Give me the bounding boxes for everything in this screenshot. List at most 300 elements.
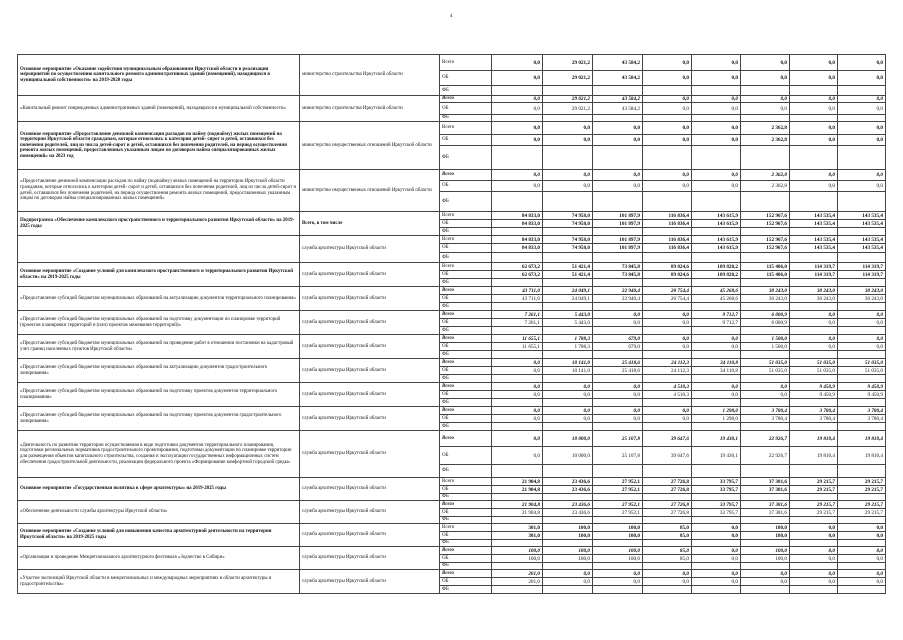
amount-cell: 1 500,0 [741, 343, 790, 351]
amount-cell [838, 517, 886, 524]
table-row [18, 287, 886, 295]
amount-cell: 85,0 [643, 555, 692, 563]
amount-cell: 74 958,0 [543, 212, 593, 220]
amount-cell: 0,0 [790, 181, 838, 192]
funding-source-cell: ОБ [440, 244, 492, 253]
amount-cell: 3 780,4 [741, 415, 790, 423]
amount-cell: 3 780,4 [741, 407, 790, 415]
amount-cell [692, 375, 741, 383]
amount-cell [492, 327, 543, 335]
amount-cell [492, 399, 543, 407]
amount-cell [492, 303, 543, 311]
amount-cell: 1 788,3 [543, 343, 593, 351]
amount-cell [790, 303, 838, 311]
amount-cell: 152 967,6 [741, 244, 790, 253]
amount-cell: 51 035,0 [741, 359, 790, 367]
amount-cell: 0,0 [838, 570, 886, 578]
amount-cell: 3 780,4 [790, 415, 838, 423]
amount-cell: 11 655,1 [492, 343, 543, 351]
amount-cell: 100,0 [741, 547, 790, 555]
amount-cell: 0,0 [790, 343, 838, 351]
funding-source-cell: Всего [440, 311, 492, 319]
amount-cell: 0,0 [643, 415, 692, 423]
amount-cell: 0,0 [838, 319, 886, 327]
amount-cell [543, 399, 593, 407]
amount-cell: 0,0 [692, 383, 741, 391]
amount-cell: 143 535,4 [790, 236, 838, 244]
amount-cell: 101 897,9 [593, 244, 643, 253]
amount-cell: 27 952,1 [593, 509, 643, 517]
amount-cell [643, 517, 692, 524]
amount-cell: 0,0 [492, 359, 543, 367]
amount-cell: 100,0 [492, 547, 543, 555]
amount-cell: 1 788,3 [543, 335, 593, 343]
amount-cell: 0,0 [790, 555, 838, 563]
funding-source-cell: Всего [440, 524, 492, 532]
amount-cell [741, 517, 790, 524]
funding-source-cell: ФБ [440, 494, 492, 501]
amount-cell: 0,0 [838, 524, 886, 532]
amount-cell [543, 303, 593, 311]
amount-cell: 0,0 [643, 578, 692, 586]
amount-cell [692, 465, 741, 478]
amount-cell: 0,0 [593, 122, 643, 135]
amount-cell [692, 228, 741, 236]
amount-cell: 101 897,9 [593, 212, 643, 220]
table-row [18, 383, 886, 391]
amount-cell: 25 418,6 [593, 359, 643, 367]
amount-cell: 10 000,0 [543, 431, 593, 447]
amount-cell: 0,0 [790, 103, 838, 115]
amount-cell: 0,0 [838, 335, 886, 343]
funding-source-cell: Всего [440, 212, 492, 220]
amount-cell: 0,0 [593, 170, 643, 181]
amount-cell: 115 406,0 [741, 263, 790, 271]
amount-cell: 21 904,8 [492, 501, 543, 509]
amount-cell [790, 253, 838, 263]
amount-cell [593, 375, 643, 383]
amount-cell: 30 243,0 [790, 287, 838, 295]
measure-name-cell: «Предоставление субсидий бюджетам муниципальных образований на актуализацию документов территориального планирования» [18, 287, 300, 311]
amount-cell: 0,0 [643, 55, 692, 71]
amount-cell [692, 192, 741, 212]
amount-cell: 0,0 [492, 71, 543, 86]
amount-cell: 100,0 [543, 532, 593, 540]
amount-cell: 0,0 [790, 96, 838, 103]
executor-cell: служба архитектуры Иркутской области [300, 570, 440, 594]
amount-cell: 51 035,0 [838, 367, 886, 375]
amount-cell [643, 228, 692, 236]
measure-name-cell: Основное мероприятие «Создание условий для комплексного пространственного и территориального развития Иркутской области» на 2019-2025 годы [18, 263, 300, 287]
amount-cell: 0,0 [838, 532, 886, 540]
amount-cell: 0,0 [492, 367, 543, 375]
table-row [18, 524, 886, 532]
amount-cell: 0,0 [790, 524, 838, 532]
amount-cell: 101 897,9 [593, 236, 643, 244]
amount-cell [593, 351, 643, 359]
amount-cell: 25 107,8 [593, 447, 643, 465]
amount-cell: 84 833,0 [492, 236, 543, 244]
amount-cell: 0,0 [492, 55, 543, 71]
amount-cell [838, 423, 886, 431]
table-row [18, 501, 886, 509]
amount-cell: 0,0 [692, 555, 741, 563]
amount-cell: 29 215,7 [838, 486, 886, 494]
amount-cell: 5 443,0 [543, 311, 593, 319]
amount-cell [543, 465, 593, 478]
amount-cell: 25 418,6 [593, 367, 643, 375]
amount-cell [593, 228, 643, 236]
amount-cell [692, 563, 741, 570]
amount-cell [643, 303, 692, 311]
amount-cell [543, 279, 593, 287]
amount-cell: 0,0 [643, 343, 692, 351]
amount-cell: 0,0 [643, 122, 692, 135]
amount-cell [692, 279, 741, 287]
measure-name-cell [18, 236, 300, 263]
amount-cell: 0,0 [643, 181, 692, 192]
amount-cell [790, 351, 838, 359]
amount-cell [543, 517, 593, 524]
amount-cell [492, 563, 543, 570]
amount-cell [593, 86, 643, 96]
funding-source-cell: ФБ [440, 563, 492, 570]
amount-cell: 73 845,8 [593, 263, 643, 271]
amount-cell [741, 253, 790, 263]
amount-cell: 0,0 [643, 319, 692, 327]
amount-cell: 143 535,4 [838, 236, 886, 244]
amount-cell [492, 253, 543, 263]
amount-cell [838, 563, 886, 570]
amount-cell: 51 035,0 [790, 359, 838, 367]
amount-cell: 201,0 [492, 578, 543, 586]
funding-source-cell: ОБ [440, 271, 492, 279]
table-row [18, 478, 886, 486]
amount-cell: 101 897,9 [593, 220, 643, 228]
amount-cell: 6 000,9 [741, 311, 790, 319]
amount-cell: 5 443,0 [543, 319, 593, 327]
amount-cell: 27 726,8 [643, 478, 692, 486]
amount-cell: 4 510,3 [643, 391, 692, 399]
amount-cell: 143 615,9 [692, 244, 741, 253]
amount-cell [838, 375, 886, 383]
amount-cell: 1 298,0 [692, 415, 741, 423]
amount-cell [643, 253, 692, 263]
amount-cell: 2 362,8 [741, 181, 790, 192]
table-row [18, 55, 886, 71]
amount-cell: 85,0 [643, 547, 692, 555]
amount-cell: 19 810,4 [838, 447, 886, 465]
amount-cell: 0,0 [692, 122, 741, 135]
amount-cell: 0,0 [790, 319, 838, 327]
amount-cell: 0,0 [838, 135, 886, 146]
amount-cell: 0,0 [593, 311, 643, 319]
amount-cell: 51 035,0 [790, 367, 838, 375]
funding-source-cell: Всего [440, 96, 492, 103]
funding-source-cell: ОБ [440, 319, 492, 327]
funding-source-cell: Всего [440, 478, 492, 486]
funding-source-cell: ОБ [440, 220, 492, 228]
amount-cell: 114 319,7 [790, 271, 838, 279]
amount-cell [692, 540, 741, 547]
amount-cell [692, 586, 741, 594]
amount-cell [543, 494, 593, 501]
amount-cell: 0,0 [692, 55, 741, 71]
measure-name-cell: «Предоставление субсидий бюджетам муниципальных образований на подготовку проектов документов градостроительного зонирования» [18, 407, 300, 431]
amount-cell: 29 215,7 [838, 509, 886, 517]
amount-cell: 0,0 [543, 170, 593, 181]
amount-cell [838, 228, 886, 236]
amount-cell [741, 351, 790, 359]
amount-cell: 109 820,2 [692, 271, 741, 279]
funding-source-cell: ОБ [440, 391, 492, 399]
amount-cell: 27 726,8 [643, 486, 692, 494]
amount-cell: 114 319,7 [838, 263, 886, 271]
amount-cell: 143 535,4 [790, 212, 838, 220]
amount-cell: 116 836,4 [643, 220, 692, 228]
amount-cell: 21 904,8 [492, 486, 543, 494]
funding-source-cell: ОБ [440, 181, 492, 192]
amount-cell: 0,0 [692, 96, 741, 103]
amount-cell: 29 021,2 [543, 103, 593, 115]
table-row [18, 311, 886, 319]
funding-source-cell: ОБ [440, 555, 492, 563]
funding-source-cell: Всего [440, 55, 492, 71]
table-row [18, 407, 886, 415]
funding-source-cell: Всего [440, 170, 492, 181]
amount-cell [692, 303, 741, 311]
amount-cell: 0,0 [741, 96, 790, 103]
amount-cell [492, 192, 543, 212]
amount-cell: 22 940,4 [593, 287, 643, 295]
amount-cell [593, 399, 643, 407]
amount-cell: 0,0 [593, 391, 643, 399]
amount-cell [741, 375, 790, 383]
funding-source-cell: Всего [440, 335, 492, 343]
amount-cell: 100,0 [593, 524, 643, 532]
executor-cell: служба архитектуры Иркутской области [300, 383, 440, 407]
amount-cell: 100,0 [543, 555, 593, 563]
amount-cell [692, 86, 741, 96]
amount-cell [741, 327, 790, 335]
funding-source-cell: ФБ [440, 351, 492, 359]
amount-cell: 0,0 [692, 524, 741, 532]
funding-source-cell: ФБ [440, 279, 492, 287]
amount-cell: 37 381,6 [741, 509, 790, 517]
amount-cell: 3 780,4 [838, 407, 886, 415]
amount-cell: 0,0 [838, 578, 886, 586]
amount-cell: 0,0 [838, 170, 886, 181]
amount-cell [543, 192, 593, 212]
amount-cell: 0,0 [492, 447, 543, 465]
amount-cell: 0,0 [593, 407, 643, 415]
amount-cell: 0,0 [692, 343, 741, 351]
funding-source-cell: ФБ [440, 423, 492, 431]
amount-cell: 29 021,2 [543, 55, 593, 71]
amount-cell: 24 049,1 [543, 287, 593, 295]
amount-cell: 143 535,4 [838, 244, 886, 253]
measure-name-cell: «Предоставление субсидий бюджетам муниципальных образований на проведение работ в отношении постановки на кадастровый учет границ населенных пунктов Иркутской области» [18, 335, 300, 359]
amount-cell: 0,0 [790, 532, 838, 540]
measure-name-cell: Основное мероприятие «Создание условий для повышения качества архитектурной деятельности на территории Иркутской области» на 2019-2025 годы [18, 524, 300, 547]
executor-cell: служба архитектуры Иркутской области [300, 524, 440, 547]
amount-cell: 22 926,7 [741, 447, 790, 465]
amount-cell [790, 327, 838, 335]
amount-cell: 114 319,7 [790, 263, 838, 271]
amount-cell [643, 279, 692, 287]
amount-cell: 0,0 [790, 55, 838, 71]
amount-cell: 0,0 [838, 96, 886, 103]
amount-cell: 0,0 [692, 391, 741, 399]
amount-cell: 19 430,1 [692, 431, 741, 447]
amount-cell [492, 115, 543, 122]
amount-cell: 10 000,0 [543, 447, 593, 465]
amount-cell: 51 035,0 [838, 359, 886, 367]
amount-cell: 89 024,6 [643, 271, 692, 279]
table-row [18, 547, 886, 555]
amount-cell: 21 904,8 [492, 478, 543, 486]
funding-source-cell: Всего [440, 407, 492, 415]
amount-cell: 1 298,0 [692, 407, 741, 415]
funding-source-cell: ОБ [440, 135, 492, 146]
amount-cell: 74 958,0 [543, 236, 593, 244]
funding-source-cell: ФБ [440, 253, 492, 263]
amount-cell [741, 494, 790, 501]
amount-cell [790, 423, 838, 431]
amount-cell [643, 351, 692, 359]
amount-cell [692, 351, 741, 359]
amount-cell [643, 146, 692, 170]
amount-cell: 143 535,4 [790, 244, 838, 253]
funding-source-cell: ФБ [440, 327, 492, 335]
amount-cell [741, 423, 790, 431]
table-row [18, 263, 886, 271]
amount-cell: 30 243,0 [838, 295, 886, 303]
measure-name-cell: Основное мероприятие «Предоставление денежной компенсации расходов по найму (поднайму) жилых помещений на территории Иркутской области гражданам, которые относились к категории детей- сирот и детей, оставшихся без попечения родителей, лиц из числа детей-сирот и детей, оставшихся без попечения родителей, на период осуществления ремонта жилых помещений, предоставленных указанным лицам по договорам найма специализированных жилых помещений» на 2023 год [18, 122, 300, 170]
funding-source-cell: ФБ [440, 586, 492, 594]
amount-cell: 2 362,8 [741, 122, 790, 135]
funding-source-cell: Всего [440, 236, 492, 244]
amount-cell: 9 450,9 [790, 383, 838, 391]
amount-cell: 29 215,7 [790, 486, 838, 494]
amount-cell [492, 228, 543, 236]
funding-source-cell: Всего [440, 547, 492, 555]
amount-cell [692, 146, 741, 170]
amount-cell: 0,0 [593, 181, 643, 192]
funding-source-cell: ОБ [440, 415, 492, 423]
amount-cell [543, 86, 593, 96]
amount-cell: 24 049,1 [543, 295, 593, 303]
amount-cell [593, 586, 643, 594]
amount-cell: 0,0 [492, 181, 543, 192]
amount-cell [593, 303, 643, 311]
budget-table [17, 54, 886, 594]
executor-cell: служба архитектуры Иркутской области [300, 547, 440, 570]
amount-cell: 23 436,6 [543, 486, 593, 494]
amount-cell: 180,0 [741, 532, 790, 540]
table-row [18, 170, 886, 181]
amount-cell: 0,0 [692, 532, 741, 540]
amount-cell: 37 381,6 [741, 478, 790, 486]
amount-cell: 0,0 [790, 170, 838, 181]
measure-name-cell: Основное мероприятие «Оказание содействия муниципальным образованиям Иркутской области в реализации мероприятий по осуществлению капитального ремонта административных зданий (помещений), находящихся в муниципальной собственности» на 2019-2020 годы [18, 55, 300, 96]
executor-cell: министерство имущественных отношений Иркутской области [300, 170, 440, 212]
amount-cell: 0,0 [643, 407, 692, 415]
funding-source-cell: ФБ [440, 115, 492, 122]
amount-cell [593, 146, 643, 170]
amount-cell: 19 810,4 [838, 431, 886, 447]
amount-cell: 0,0 [790, 71, 838, 86]
amount-cell [741, 192, 790, 212]
amount-cell [593, 540, 643, 547]
amount-cell [838, 586, 886, 594]
amount-cell [692, 423, 741, 431]
amount-cell: 143 615,9 [692, 220, 741, 228]
amount-cell: 0,0 [643, 71, 692, 86]
amount-cell [543, 375, 593, 383]
amount-cell [741, 279, 790, 287]
amount-cell: 143 615,9 [692, 236, 741, 244]
funding-source-cell: ФБ [440, 465, 492, 478]
table-row [18, 212, 886, 220]
amount-cell: 0,0 [643, 103, 692, 115]
amount-cell: 84 833,0 [492, 244, 543, 253]
executor-cell: служба архитектуры Иркутской области [300, 236, 440, 263]
amount-cell [838, 303, 886, 311]
amount-cell: 30 243,0 [741, 295, 790, 303]
funding-source-cell: ОБ [440, 343, 492, 351]
amount-cell: 0,0 [692, 547, 741, 555]
amount-cell [543, 115, 593, 122]
amount-cell: 0,0 [790, 547, 838, 555]
amount-cell: 9 712,7 [692, 311, 741, 319]
table-row [18, 335, 886, 343]
funding-source-cell: Всего [440, 122, 492, 135]
amount-cell: 0,0 [492, 122, 543, 135]
amount-cell [790, 146, 838, 170]
amount-cell [492, 465, 543, 478]
amount-cell [838, 540, 886, 547]
amount-cell: 29 215,7 [790, 501, 838, 509]
measure-name-cell: «Предоставление денежной компенсации расходов по найму (поднайму) жилых помещений на территории Иркутской области гражданам, которые относились к категории детей- сирот и детей, оставшихся без попечения родителей, лиц из числа детей-сирот и детей, оставшихся без попечения родителей, на период осуществления ремонта жилых помещений, предоставленных указанным лицам по договорам найма специализированных жилых помещений» [18, 170, 300, 212]
amount-cell: 22 940,4 [593, 295, 643, 303]
amount-cell: 2 362,8 [741, 170, 790, 181]
amount-cell: 0,0 [790, 311, 838, 319]
amount-cell: 29 215,7 [838, 501, 886, 509]
measure-name-cell: «Организация и проведение Межрегионального архитектурного фестиваля «Зодчество в Сибири» [18, 547, 300, 570]
amount-cell: 29 021,2 [543, 96, 593, 103]
amount-cell: 19 810,4 [790, 431, 838, 447]
amount-cell [741, 146, 790, 170]
amount-cell: 51 421,4 [543, 271, 593, 279]
amount-cell [692, 115, 741, 122]
amount-cell: 301,0 [492, 524, 543, 532]
amount-cell [593, 253, 643, 263]
amount-cell: 24 112,3 [643, 359, 692, 367]
amount-cell: 0,0 [643, 311, 692, 319]
funding-source-cell: ФБ [440, 228, 492, 236]
amount-cell: 109 820,2 [692, 263, 741, 271]
measure-name-cell: «Предоставление субсидий бюджетам муниципальных образований на актуализацию документов градостроительного зонирования» [18, 359, 300, 383]
amount-cell [838, 399, 886, 407]
amount-cell: 0,0 [692, 71, 741, 86]
amount-cell: 143 535,4 [838, 220, 886, 228]
amount-cell [543, 351, 593, 359]
amount-cell: 51 035,0 [741, 367, 790, 375]
amount-cell: 23 436,6 [543, 501, 593, 509]
amount-cell [492, 146, 543, 170]
amount-cell: 0,0 [593, 319, 643, 327]
